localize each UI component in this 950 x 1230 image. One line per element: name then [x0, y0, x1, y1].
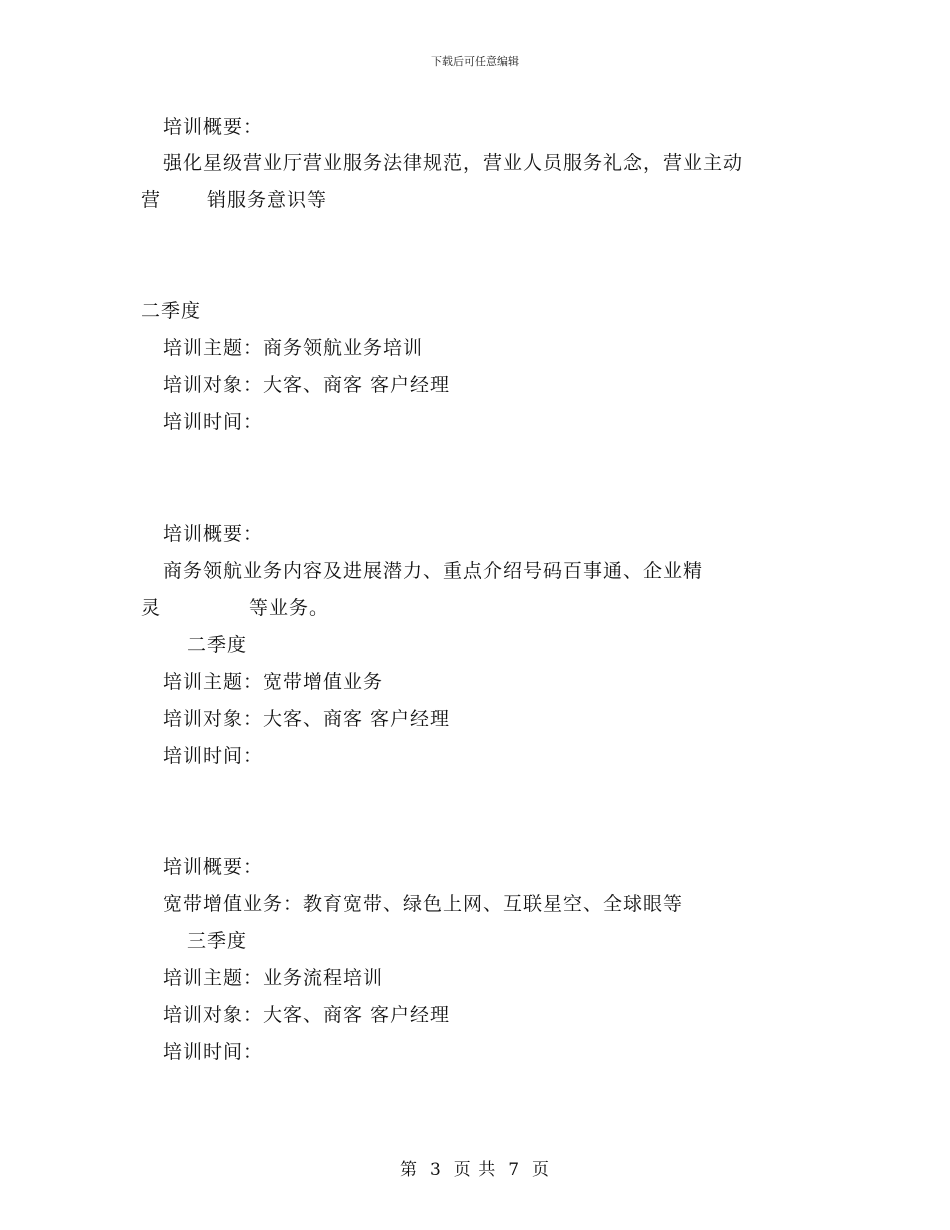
- training-summary-text-cont: 等业务。: [249, 597, 330, 619]
- footer-prefix: 第: [399, 1160, 418, 1180]
- training-summary-text-cont: 灵: [141, 597, 162, 619]
- training-time: 培训时间：: [163, 1041, 264, 1063]
- training-summary-label: 培训概要：: [163, 856, 264, 878]
- footer-middle: 页 共: [453, 1160, 497, 1180]
- page-header: 下载后可任意编辑: [431, 55, 519, 68]
- training-summary-label: 培训概要：: [163, 116, 264, 138]
- quarter-heading: 二季度: [141, 300, 202, 322]
- training-time: 培训时间：: [163, 745, 264, 767]
- training-summary-text-cont: 销服务意识等: [207, 189, 328, 211]
- training-summary-text: 强化星级营业厅营业服务法律规范，营业人员服务礼念，营业主动: [163, 152, 744, 174]
- training-topic: 培训主题：宽带增值业务: [163, 671, 384, 693]
- training-summary-text-cont: 营: [141, 189, 162, 211]
- training-topic: 培训主题：商务领航业务培训: [163, 337, 424, 359]
- total-pages: 7: [508, 1160, 521, 1180]
- footer-suffix: 页: [532, 1160, 551, 1180]
- training-audience: 培训对象：大客、商客 客户经理: [163, 708, 451, 730]
- training-audience: 培训对象：大客、商客 客户经理: [163, 374, 451, 396]
- training-summary-text: 宽带增值业务：教育宽带、绿色上网、互联星空、全球眼等: [163, 893, 684, 915]
- quarter-heading: 三季度: [187, 930, 248, 952]
- training-audience: 培训对象：大客、商客 客户经理: [163, 1004, 451, 1026]
- page-footer: [0, 1155, 950, 1180]
- training-time: 培训时间：: [163, 411, 264, 433]
- training-topic: 培训主题：业务流程培训: [163, 967, 384, 989]
- quarter-heading: 二季度: [187, 634, 248, 656]
- page-number: 3: [429, 1160, 442, 1180]
- training-summary-label: 培训概要：: [163, 523, 264, 545]
- training-summary-text: 商务领航业务内容及进展潜力、重点介绍号码百事通、企业精: [163, 560, 704, 582]
